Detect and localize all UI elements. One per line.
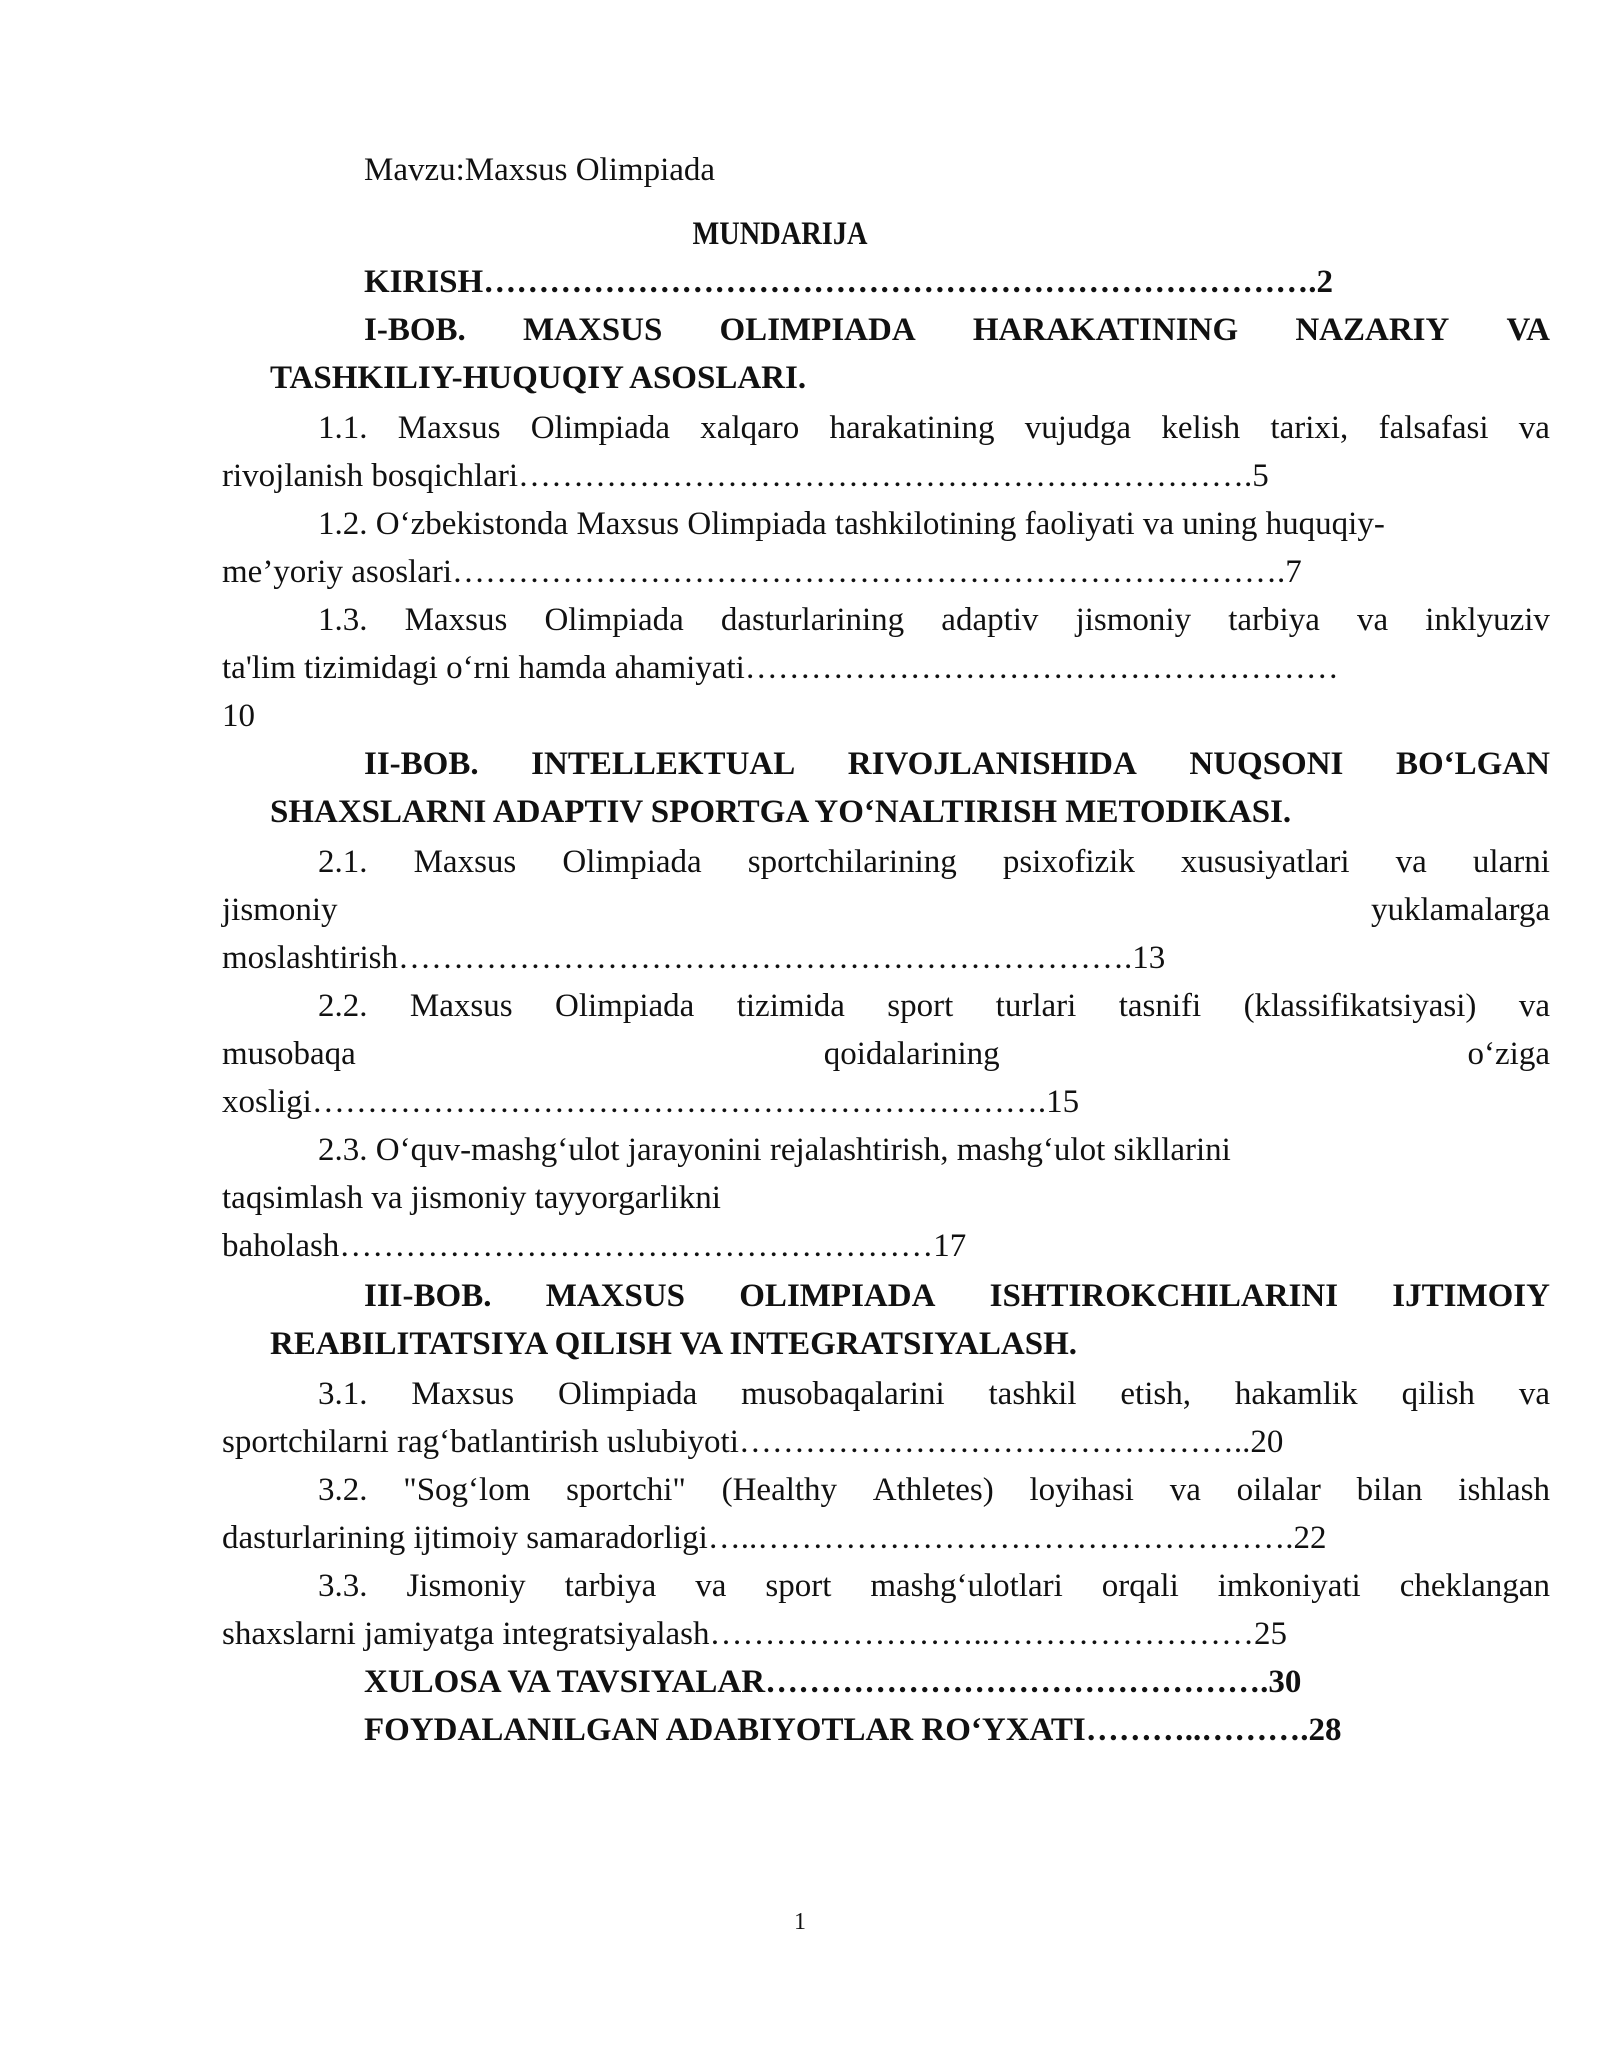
chapter-1-title: I-BOB. MAXSUS OLIMPIADA HARAKATINING NAZARIY VA xyxy=(364,312,1550,348)
chapter-2-title: II-BOB. INTELLEKTUAL RIVOJLANISHIDA NUQSONI BO‘LGAN xyxy=(364,746,1550,782)
section-1-3-page: 10 xyxy=(222,698,255,734)
toc-entry-conclusion: XULOSA VA TAVSIYALAR……………………………………….30 xyxy=(364,1664,1302,1700)
section-3-1-line-1: 3.1. Maxsus Olimpiada musobaqalarini tashkil etish, hakamlik qilish va xyxy=(318,1376,1550,1412)
section-1-3-line-1: 1.3. Maxsus Olimpiada dasturlarining adaptiv jismoniy tarbiya va inklyuziv xyxy=(318,602,1550,638)
toc-entry-intro: KIRISH………………………………………………………………….2 xyxy=(364,264,1333,300)
page-number: 1 xyxy=(794,1909,806,1935)
section-2-1-line-3: moslashtirish………………………………………………………….13 xyxy=(222,940,1166,976)
section-1-1-line-1: 1.1. Maxsus Olimpiada xalqaro harakatining vujudga kelish tarixi, falsafasi va xyxy=(318,410,1550,446)
section-2-3-line-1: 2.3. O‘quv-mashg‘ulot jarayonini rejalashtirish, mashg‘ulot sikllarini xyxy=(318,1132,1231,1168)
section-3-3-line-2: shaxslarni jamiyatga integratsiyalash……………………..……………………25 xyxy=(222,1616,1288,1652)
topic-line: Mavzu:Maxsus Olimpiada xyxy=(364,152,716,188)
section-1-3-line-2: ta'lim tizimidagi o‘rni hamda ahamiyati……………………………………………… xyxy=(222,650,1339,686)
toc-entry-references: FOYDALANILGAN ADABIYOTLAR RO‘YXATI………..……….28 xyxy=(364,1712,1342,1748)
section-2-2-line-1: 2.2. Maxsus Olimpiada tizimida sport turlari tasnifi (klassifikatsiyasi) va xyxy=(318,988,1550,1024)
section-2-3-line-3: baholash………………………………………………17 xyxy=(222,1228,967,1264)
chapter-2-title-cont: SHAXSLARNI ADAPTIV SPORTGA YO‘NALTIRISH METODIKASI. xyxy=(270,794,1292,830)
section-2-1-line-2: jismoniy yuklamalarga xyxy=(222,892,1550,928)
section-2-2-line-3: xosligi………………………………………………………….15 xyxy=(222,1084,1080,1120)
section-2-2-line-2: musobaqa qoidalarining o‘ziga xyxy=(222,1036,1550,1072)
chapter-3-title-cont: REABILITATSIYA QILISH VA INTEGRATSIYALASH. xyxy=(270,1326,1078,1362)
section-3-2-line-1: 3.2. "Sog‘lom sportchi" (Healthy Athletes) loyihasi va oilalar bilan ishlash xyxy=(318,1472,1550,1508)
section-3-3-line-1: 3.3. Jismoniy tarbiya va sport mashg‘ulotlari orqali imkoniyati cheklangan xyxy=(318,1568,1550,1604)
section-2-1-line-1: 2.1. Maxsus Olimpiada sportchilarining psixofizik xususiyatlari va ularni xyxy=(318,844,1550,880)
section-2-3-line-2: taqsimlash va jismoniy tayyorgarlikni xyxy=(222,1180,721,1216)
section-1-2-line-2: me’yoriy asoslari………………………………………………………………….7 xyxy=(222,554,1302,590)
section-1-2-line-1: 1.2. O‘zbekistonda Maxsus Olimpiada tashkilotining faoliyati va uning huquqiy- xyxy=(318,506,1385,542)
chapter-3-title: III-BOB. MAXSUS OLIMPIADA ISHTIROKCHILARINI IJTIMOIY xyxy=(364,1278,1550,1314)
section-1-1-line-2: rivojlanish bosqichlari………………………………………………………….5 xyxy=(222,458,1269,494)
toc-heading: MUNDARIJA xyxy=(692,216,868,252)
section-3-1-line-2: sportchilarni rag‘batlantirish uslubiyoti………………………………………..20 xyxy=(222,1424,1284,1460)
chapter-1-title-cont: TASHKILIY-HUQUQIY ASOSLARI. xyxy=(270,360,807,396)
section-3-2-line-2: dasturlarining ijtimoiy samaradorligi…..………………………………………….22 xyxy=(222,1520,1327,1556)
